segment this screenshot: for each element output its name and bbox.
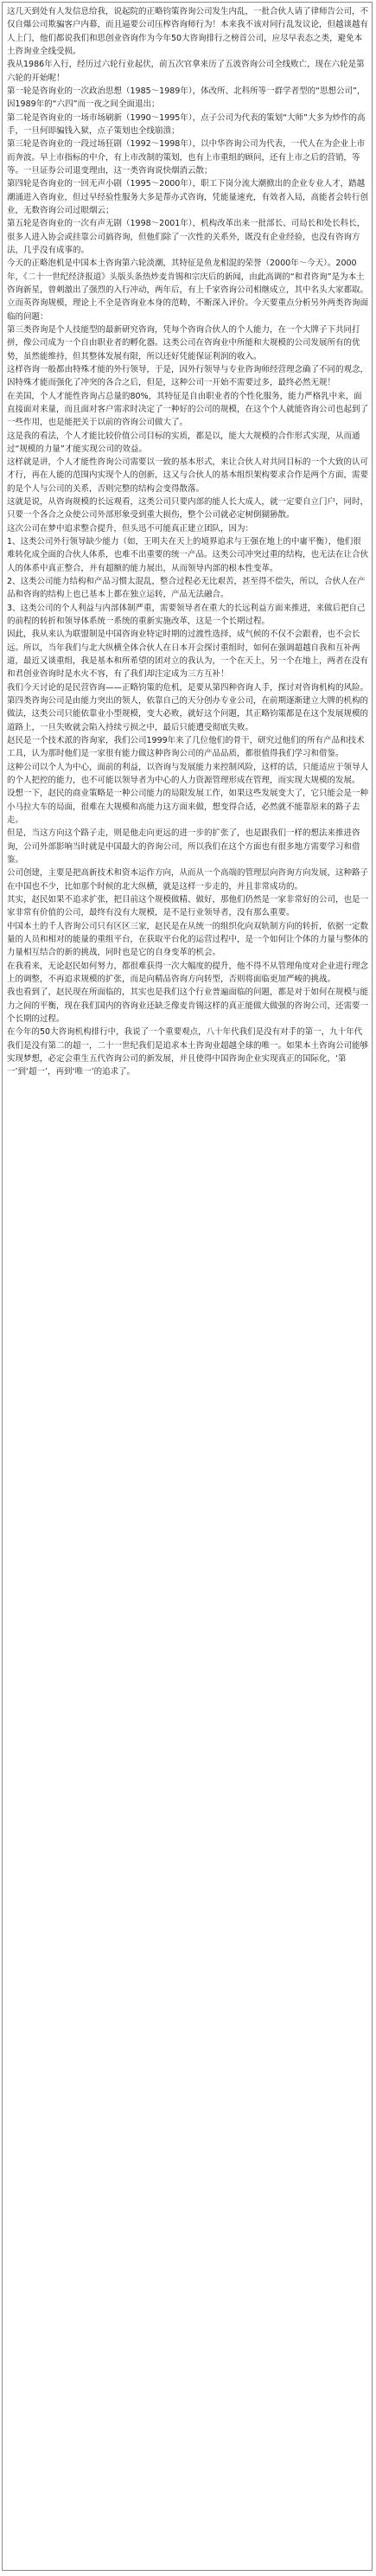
- paragraph: 我也看到了，赵民现在所面临的，其实也是我们这个行业普遍面临的问题，都是对于如何在规模与能力之间的平衡，现在我们国内的咨询业还缺乏像麦肯锡这样的真正能做大做强的咨询公司，还需要一个长期的过程。: [7, 988, 369, 1024]
- paragraph: 但是，当这方向这个路子走，则是他走向更远的进一步的扩张了，也是跟我们一样的想法来推进咨询，公司外部影响当时就是中国最大的咨询公司，所以我们在这个方面也有很多地方需要学习和借鉴。: [7, 828, 360, 865]
- paragraph: 因此，我从来认为联盟制是中国咨询业特定时期的过渡性选择，成气候的不仅不会跟着，也不会长远。所以，当年我们与北大纵横全体合伙人在日本开会探讨重组时，如何在强调超越自我和互补两道，最近又谈重组，我是基本和所希望的团对立的我认为，一个在天上，另一个在地上，两者在没有和君创业咨询时是水火不容，有了我们却注定成为三方互补！: [7, 630, 369, 680]
- paragraph: 第五轮是咨询业的一次有声无剧（1998～2001年），机构改革出来一批部长、司局长和处长科长，很多人进入协会或挂靠公司搞咨询，但他们除了一次性的关系外，既没有企业经验，也没有咨询方法，几乎没有成事的。: [7, 219, 366, 255]
- paragraph: 我从1986年入行，经历过六轮行业起伏，前五次官拿来历了五波咨询公司全线败亡，现在六轮是第六轮的开始呢！: [7, 60, 365, 83]
- paragraph: 这几天到处有人发信息给我，说起院的正略钧策咨询公司发生内乱，一批合伙人请了律师告公司，不仅自爆公司欺骗客户内幕，而且逼要公司压榨咨询师行为！本来我不该对同行乱发议论，但越谈越有人上门，他们都说我们和思创业咨询作为今年50大咨询排行之榜首公司，应尽早表态之类，避免本土咨询业全线受损。: [7, 7, 369, 56]
- article-body: [7, 5, 368, 1079]
- paragraph: 在今年的50大咨询机构排行中，我说了一个重要观点，八十年代我们是没有对手的第一，九十年代我们是没有第二的超一，二十一世纪我们是追求本土咨询业超越全球的唯一。如果本土咨询公司能够实现梦想，必定会重生五代咨询公司的新发展，并且使得中国咨询企业实现真正的国际化，‘第一’到‘超一’，再到‘唯一’的追求了。: [7, 1027, 369, 1077]
- paragraph: 这样就是讲，个人才能性咨询公司需要以一致的基本形式，来让合伙人对共同目标的一个大致的认可才行，再在人能的范围内实现个人的创新，这又与合伙人的基本组织架构要求合作是两个方面，需要的是个人与公司的关系，否则完整的结构会变得散落。: [7, 457, 369, 494]
- paragraph: 第二轮是咨询业的一场市场刷新（1990～1995年），点子公司为代表的策划“大师”大多为炒作的高手，一旦何即骗钱入狱，点子策划也全线崩溃；: [7, 112, 366, 136]
- paragraph: 3、这类公司的个人利益与内部体制严重，需要领导者在重大的长远利益方面来推进，来做后把自己的前程的转折和领导体系统一系统的重新实施改革，这是一个长期过程。: [7, 603, 366, 627]
- paragraph: 在我看来，无论赵民如何努力，都很难获得一次大幅度的提升，他不得不从管理角度对企业进行理念上的调整，不再追求规模的扩张，而是向精品咨询方向转型，否则将面临更加严峻的挑战。: [7, 961, 369, 984]
- article-frame: [2, 2, 373, 2571]
- paragraph: 2、这类公司能力结构和产品习惯太混乱，整合过程必无比艰苦，甚至得不偿失，所以，合伙人在产品和咨询的结构上也已基本上都在独立运转，产品无法融合。: [7, 577, 366, 600]
- paragraph: 这种公司以个人为中心，面前的利益，以咨询与发展能力来控制风险，这样的话，只能适应于领导人的个人把控的能力，也不可能以领导者为中心的人力资源管理形成在管理，而实现大规模的发展。: [7, 762, 369, 786]
- paragraph: 在美国，个人才能性咨询占总量的80%，其特征是自由职业者的个性化服务，能力严格乳中来，面直接面对来量，而且面对客户需求时决定了一种好的公司的规模，在这个个人就能咨询公司也起到了一些作用，也是能把关于以前的咨询公司做大了。: [7, 391, 369, 428]
- paragraph: 这次公司在梦中追求整合提升，但头迅不可能真正建立团队，因为：: [7, 523, 254, 534]
- paragraph: 这样咨询一般都由特殊才能的外行领导，于是，因外行领导与专业咨询师经营理念确了不同的观念，因特殊才能而强化了冲突的各合之后，但是，这种公司一开始不需要过多，最终必然无规！: [7, 364, 369, 388]
- paragraph: 中国本土的千人咨询公司只有区区三家，赵民是在从统一的组织化向双轨制方向的转折，依据一定数量的人员和相对的能量的重组平台，在获取平台化的运营过程中，是一个如何让个体的力量与整体的力量相互结合的新的挑战，同时也是它的自身变革的机会。: [7, 921, 369, 958]
- paragraph: 今天的正略泡机是中国本土咨询第六轮淡潮，其特征是鱼龙相混的荣誉（2000年～今天）。2000年，《二十一世纪经济报道》头版头条热炒麦肯锡和宗庆后的新闻，由此高调的“和君咨询”是为本土咨询新星，曾刺激出了强烈的入行冲动，两年后，有上千家咨询公司相继成立，其中名头大家都取。: [7, 259, 369, 295]
- paragraph: 第三轮是咨询业的一段过场狂剧（1992～1998年），以中华咨询公司为代表，一代人在为企业上市而奔波。早上市指标的中介，有上市改制的策划，也有上市重组的顾问，还有上市之后的营销，等等。一旦证券公司退变理由，这一类咨询说快烟消云散；: [7, 139, 366, 176]
- paragraph: 1、这类公司外行领导缺少能力（如，王明夫在天上的境界追求与王强在地上的中庸平衡），他们很难转化成全面的合伙人体系，也难不出重要的统一产品。这类公司冲突过重的结构，也无法在让合伙人的体系中真正整合，并有超额的能力展出，从而领导内部的根本性变革。: [7, 537, 369, 573]
- paragraph: 这是我的看法，个人才能比较价值公司目标的实质，都是以，能大大规模的合作形式实现，从而通过“规模的力量”才能实现公司的效益。: [7, 431, 360, 454]
- paragraph: 公司创建，主要是把高新技术和资本运作方向，从而从一个高端的管理层向咨询方向发展，这种路子在中国也不少，比如那个时候的北大纵横，就是这样一步走的，并且非常成功的。: [7, 868, 369, 892]
- paragraph: 立而英咨询规模，理论上不全是咨询业本身的范畴，不断深入评价。今天要重点分析另外两类咨询面临的问题：: [7, 298, 369, 322]
- paragraph: 第一轮是咨询业的一次政治思想（1985～1989年），体改所、北科所等一群学者型的“思想公司”，因1989年的“六四”而一夜之间全面退出；: [7, 86, 366, 110]
- paragraph: 赵民是一个技术派的咨询家，我们公司1999年来了几位他们的骨干，研究过他们的所有产品和技术工具，认为那时他们是一家很有能力做这种咨询公司的产品品质，都很值得我们学习和借鉴。: [7, 736, 365, 759]
- paragraph: 第四轮是咨询业的一回无声小剧（1995～2000年），职工下岗分流大潮掀出的企业专业人才，踏越潮涌进入咨询业，但过早经验性服务大多是帮办式咨询，凭能量速充，有效者入局，高能者会转行创业，无数咨询公司过眼烟云；: [7, 179, 369, 215]
- paragraph: 我们今天讨论的是民营咨询——正略钧策的危机，是要从第四种咨询人手，探讨对咨询机构的风险。: [7, 682, 369, 693]
- paragraph: 这就是说，从咨询规模的长远观看，这类公司只要内部的能人长大成人，就一定要自立门户，同时，只要一个各合之众使公司外部形象受到重大损伤，整个公司就必定树倒猢狲散。: [7, 497, 369, 521]
- paragraph: 第三类咨询是个人技能型的最新研究咨询，凭每个咨询合伙人的个人能力，在一个大牌子下共同打拼，像公司成为一个自由职业者的孵化器。这类公司在咨询业中所能和大规模的公司发展所有的优势，虽然能维持，但其整体发展有限，所以还好凭能保证利润的收入。: [7, 324, 360, 361]
- paragraph: 第四类咨询公司是由能力突出的领人，依靠自己的天分创办专业公司，在前期逐渐建立大牌的机构的做法，这类公司只能依靠业小型规模，变大必败，就好这个问题，其正略钧策都是在这个发展规模的道路上，一旦失败就会陷入持续亏损之中，最后只能遭受彻底失败。: [7, 696, 369, 732]
- paragraph: 设想一下，赵民的商业策略是一种公司能力的局限发展工作，如果这些发展变大了，它只能会是一种小马拉大车的局面，很难在大规模和高能力这方面来做，想变得合适，必然就不能靠原来的路子去走。: [7, 789, 369, 826]
- paragraph: 其实，赵民如果不追求扩张，把目前这个规模做精、做好，那他们仍然是一家非常好的公司，也是一家非常有价值的公司，最终有没有大规模，是不是行业领导者，没有那么重要。: [7, 894, 369, 918]
